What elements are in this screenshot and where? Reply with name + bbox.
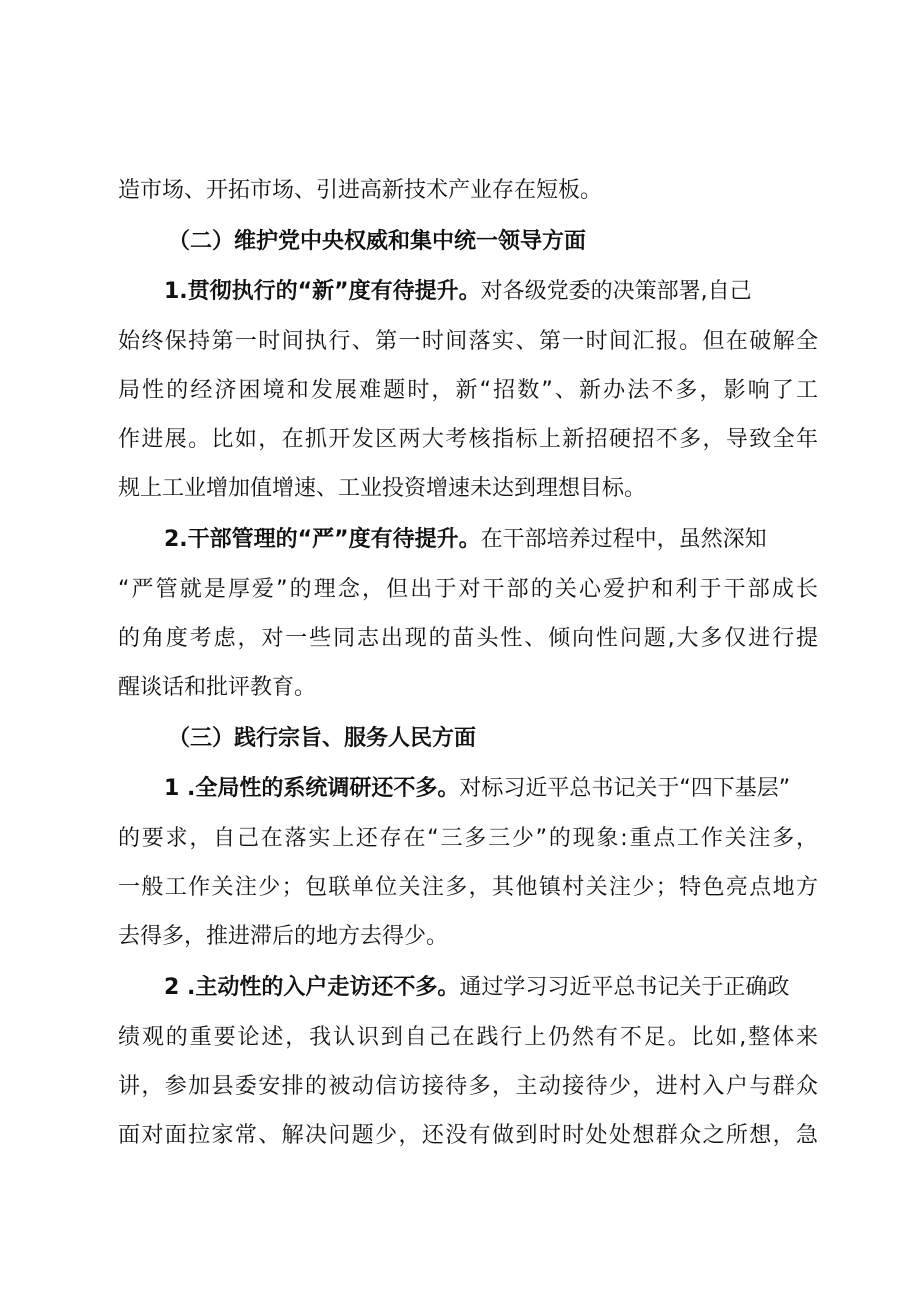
item-text: 通过学习习近平总书记关于正确政 xyxy=(459,975,790,1000)
paragraph-line xyxy=(164,525,818,555)
section-heading-2: （二）维护党中央权威和集中统一领导方面 xyxy=(168,229,587,254)
paragraph-line xyxy=(164,277,818,307)
paragraph-line xyxy=(164,973,818,1003)
paragraph-line: 去得多，推进滞后的地方去得少。 xyxy=(118,924,449,949)
paragraph-line: “严管就是厚爱”的理念，但出于对干部的关心爱护和利于干部成长 xyxy=(118,577,818,602)
paragraph-line: 绩观的重要论述，我认识到自己在践行上仍然有不足。比如,整体来 xyxy=(118,1025,818,1050)
paragraph-line: 局性的经济困境和发展难题时，新“招数”、新办法不多，影响了工 xyxy=(118,378,818,403)
paragraph-line: 始终保持第一时间执行、第一时间落实、第一时间汇报。但在破解全 xyxy=(118,329,818,354)
paragraph-line: 一般工作关注少；包联单位关注多，其他镇村关注少；特色亮点地方 xyxy=(118,875,818,900)
paragraph-line: 造市场、开拓市场、引进高新技术产业存在短板。 xyxy=(118,178,603,203)
section-heading-3: （三）践行宗旨、服务人民方面 xyxy=(168,726,477,751)
paragraph-line: 醒谈话和批评教育。 xyxy=(118,675,317,700)
item-title: 2 .主动性的入户走访还不多。 xyxy=(164,975,460,1000)
item-text: 对标习近平总书记关于“四下基层” xyxy=(459,776,791,801)
item-title: 1.贯彻执行的“新”度有待提升。 xyxy=(164,279,481,304)
paragraph-line xyxy=(164,774,818,804)
paragraph-line: 的要求，自己在落实上还存在“三多三少”的现象:重点工作关注多， xyxy=(118,826,818,851)
paragraph-line: 面对面拉家常、解决问题少，还没有做到时时处处想群众之所想，急 xyxy=(118,1123,818,1148)
paragraph-line: 的角度考虑，对一些同志出现的苗头性、倾向性问题,大多仅进行提 xyxy=(118,626,818,651)
item-text: 对各级党委的决策部署,自己 xyxy=(480,279,752,304)
item-title: 2.干部管理的“严”度有待提升。 xyxy=(164,527,481,552)
paragraph-line: 规上工业增加值增速、工业投资增速未达到理想目标。 xyxy=(118,476,647,501)
paragraph-line: 作进展。比如，在抓开发区两大考核指标上新招硬招不多，导致全年 xyxy=(118,427,818,452)
item-text: 在干部培养过程中，虽然深知 xyxy=(480,527,767,552)
paragraph-line: 讲，参加县委安排的被动信访接待多，主动接待少，进村入户与群众 xyxy=(118,1074,818,1099)
item-title: 1 .全局性的系统调研还不多。 xyxy=(164,776,460,801)
